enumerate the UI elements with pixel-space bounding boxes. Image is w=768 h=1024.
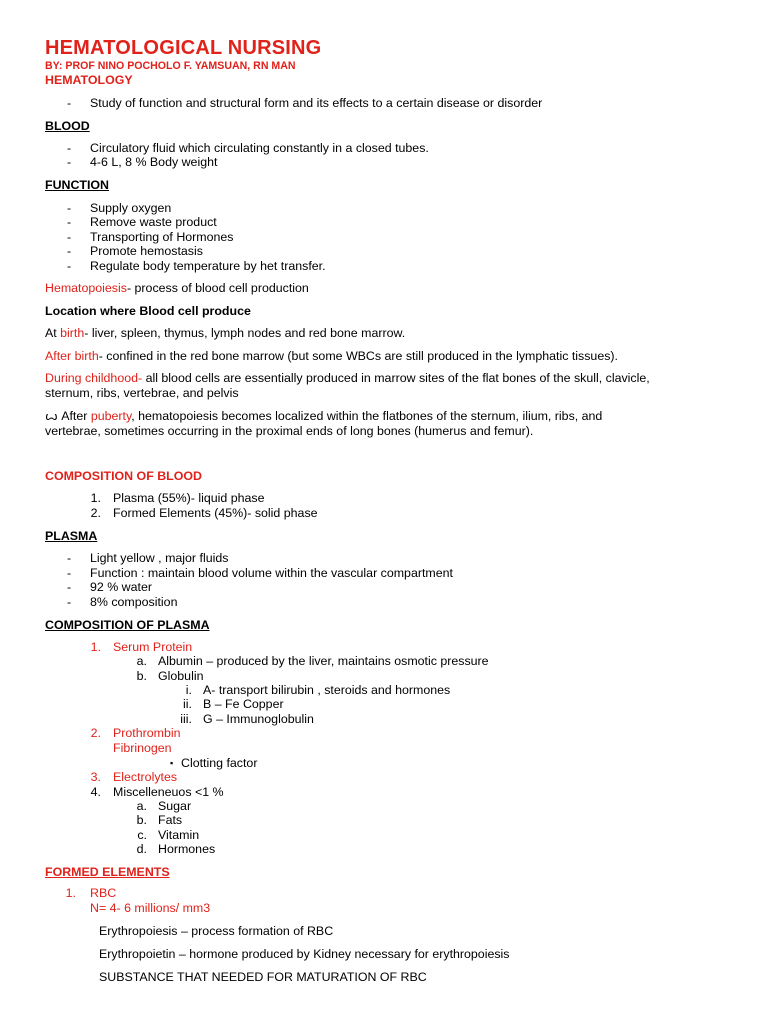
list-roman: iii.: [180, 712, 192, 726]
puberty-prefix: After: [57, 409, 91, 423]
prothrombin-label: Prothrombin: [113, 726, 181, 740]
after-birth-term: After birth: [45, 349, 99, 363]
at-birth-prefix: At: [45, 326, 61, 340]
list-bullet: -: [67, 580, 72, 594]
list-bullet: -: [67, 551, 72, 565]
at-birth-text: - liver, spleen, thymus, lymph nodes and red bone marrow.: [84, 326, 406, 340]
location-heading: Location where Blood cell produce: [45, 304, 251, 318]
blood-item: Circulatory fluid which circulating constantly in a closed tubes.: [90, 141, 429, 155]
list-letter: d.: [136, 842, 147, 856]
blood-heading: BLOOD: [45, 119, 90, 133]
plasma-item: Function : maintain blood volume within the vascular compartment: [90, 566, 453, 580]
formed-elements-heading: FORMED ELEMENTS: [45, 865, 170, 879]
list-letter: a.: [136, 799, 147, 813]
plasma-item: Light yellow , major fluids: [90, 551, 229, 565]
globulin-type: B – Fe Copper: [203, 697, 284, 711]
albumin-item: Albumin – produced by the liver, maintains osmotic pressure: [158, 654, 489, 668]
puberty-symbol: ꙍ: [45, 409, 58, 423]
puberty-term: puberty: [90, 409, 132, 423]
blood-item: 4-6 L, 8 % Body weight: [90, 155, 218, 169]
function-item: Supply oxygen: [90, 201, 172, 215]
misc-item: Sugar: [158, 799, 192, 813]
function-item: Promote hemostasis: [90, 244, 203, 258]
hematopoiesis-term: Hematopoiesis: [45, 281, 127, 295]
misc-item: Vitamin: [158, 828, 200, 842]
hematopoiesis-text: - process of blood cell production: [126, 281, 309, 295]
list-bullet: -: [67, 141, 72, 155]
list-number: 1.: [90, 640, 101, 654]
childhood-term: During childhood-: [45, 371, 143, 385]
list-bullet: -: [67, 244, 72, 258]
puberty-line-2: vertebrae, sometimes occurring in the proximal ends of long bones (humerus and femur).: [45, 424, 534, 438]
list-roman: i.: [185, 683, 192, 697]
list-number: 1.: [90, 491, 101, 505]
composition-blood-heading: COMPOSITION OF BLOOD: [45, 469, 202, 483]
rbc-label: RBC: [90, 886, 117, 900]
list-letter: b.: [136, 813, 147, 827]
erythropoietin-definition: Erythropoietin – hormone produced by Kidney necessary for erythropoiesis: [99, 947, 510, 961]
childhood-line: [45, 371, 650, 386]
composition-item: Plasma (55%)- liquid phase: [113, 491, 265, 505]
plasma-item: 92 % water: [90, 580, 152, 594]
composition-item: Formed Elements (45%)- solid phase: [113, 506, 318, 520]
birth-term: birth: [60, 326, 85, 340]
hematology-heading: HEMATOLOGY: [45, 73, 133, 87]
list-number: 2.: [90, 726, 101, 740]
function-heading: FUNCTION: [45, 178, 110, 192]
list-number: 2.: [90, 506, 101, 520]
globulin-type: G – Immunoglobulin: [203, 712, 314, 726]
hematology-definition: Study of function and structural form and its effects to a certain disease or disorder: [90, 96, 543, 110]
puberty-line: [45, 409, 602, 424]
list-bullet: -: [67, 155, 72, 169]
miscellaneous-label: Miscelleneuos <1 %: [113, 785, 224, 799]
function-item: Transporting of Hormones: [90, 230, 234, 244]
clotting-factor-item: Clotting factor: [181, 756, 258, 770]
electrolytes-label: Electrolytes: [113, 770, 178, 784]
list-bullet: -: [67, 259, 72, 273]
list-bullet: -: [67, 595, 72, 609]
after-birth-line: [45, 349, 618, 364]
composition-plasma-heading: COMPOSITION OF PLASMA: [45, 618, 210, 632]
erythropoiesis-definition: Erythropoiesis – process formation of RBC: [99, 924, 334, 938]
list-bullet: -: [67, 230, 72, 244]
list-bullet: -: [67, 96, 72, 110]
globulin-item: Globulin: [158, 669, 204, 683]
list-bullet: -: [67, 566, 72, 580]
childhood-text: all blood cells are essentially produced in marrow sites of the flat bones of the skull, clavicle,: [142, 371, 650, 385]
list-roman: ii.: [183, 697, 192, 711]
list-bullet: -: [67, 201, 72, 215]
serum-protein-label: Serum Protein: [113, 640, 193, 654]
misc-item: Fats: [158, 813, 183, 827]
square-bullet-icon: ▪: [170, 758, 174, 768]
globulin-type: A- transport bilirubin , steroids and hormones: [203, 683, 451, 697]
list-number: 3.: [90, 770, 101, 784]
author-byline: BY: PROF NINO POCHOLO F. YAMSUAN, RN MAN: [45, 60, 296, 72]
childhood-line-2: sternum, ribs, vertebrae, and pelvis: [45, 386, 239, 400]
plasma-item: 8% composition: [90, 595, 178, 609]
at-birth-line: [45, 326, 405, 341]
function-item: Regulate body temperature by het transfer.: [90, 259, 326, 273]
fibrinogen-label: Fibrinogen: [113, 741, 172, 755]
plasma-heading: PLASMA: [45, 529, 98, 543]
list-number: 4.: [90, 785, 101, 799]
list-number: 1.: [65, 886, 76, 900]
puberty-text: , hematopoiesis becomes localized within the flatbones of the sternum, ilium, ribs, and: [131, 409, 603, 423]
hematopoiesis-definition: [45, 281, 309, 296]
list-letter: b.: [136, 669, 147, 683]
rbc-maturation-heading: SUBSTANCE THAT NEEDED FOR MATURATION OF RBC: [99, 970, 427, 984]
misc-item: Hormones: [158, 842, 216, 856]
rbc-normal-count: N= 4- 6 millions/ mm3: [90, 901, 211, 915]
list-bullet: -: [67, 215, 72, 229]
list-letter: a.: [136, 654, 147, 668]
list-letter: c.: [137, 828, 147, 842]
function-item: Remove waste product: [90, 215, 217, 229]
after-birth-text: - confined in the red bone marrow (but some WBCs are still produced in the lymphatic tissues).: [98, 349, 618, 363]
document-title: HEMATOLOGICAL NURSING: [45, 37, 322, 59]
